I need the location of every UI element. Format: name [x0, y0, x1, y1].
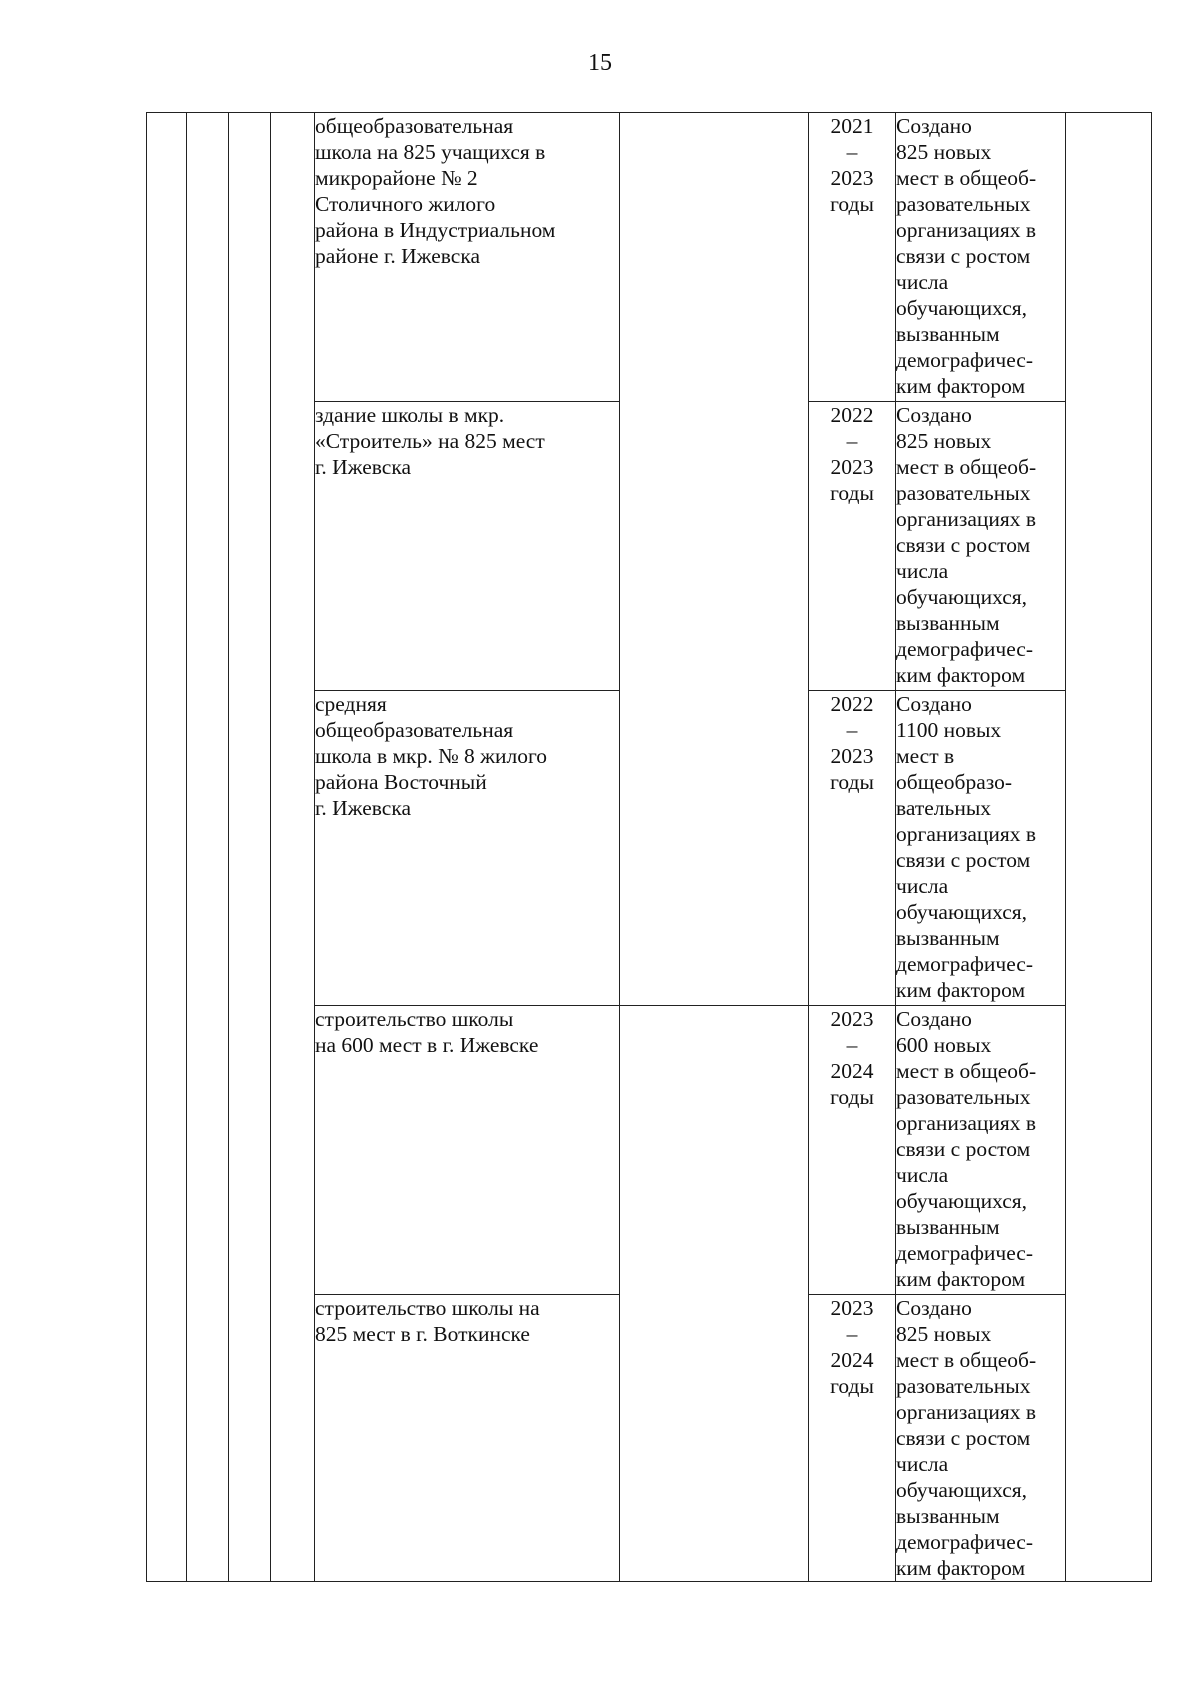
result-line: ким фактором [896, 1556, 1026, 1580]
result-line: организациях в [896, 218, 1037, 242]
result-line: мест в общеоб- [896, 166, 1037, 190]
result-line: связи с ростом [896, 244, 1031, 268]
result-line: связи с ростом [896, 848, 1031, 872]
object-name-line: строительство школы на [315, 1296, 540, 1320]
period-unit: годы [830, 192, 874, 216]
result-line: числа [896, 559, 949, 583]
result-line: 825 новых [896, 429, 992, 453]
object-name-line: школа в мкр. № 8 жилого [315, 744, 547, 768]
result-line: Создано [896, 1007, 972, 1031]
object-name-cell [315, 402, 620, 691]
result-line: демографичес- [896, 348, 1033, 372]
result-line: мест в [896, 744, 955, 768]
object-name-cell [315, 1006, 620, 1295]
result-line: Создано [896, 403, 972, 427]
period-unit: годы [830, 1374, 874, 1398]
period-cell [809, 1295, 896, 1582]
empty-column-2 [187, 113, 229, 1582]
period-end: 2023 [830, 455, 874, 479]
result-line: 1100 новых [896, 718, 1002, 742]
period-dash: – [846, 429, 858, 453]
result-line: обучающихся, [896, 296, 1028, 320]
program-table [146, 112, 1152, 1582]
object-name-line: 825 мест в г. Воткинске [315, 1322, 530, 1346]
period-start: 2021 [830, 114, 874, 138]
object-name-line: микрорайоне № 2 [315, 166, 478, 190]
result-line: числа [896, 874, 949, 898]
period-end: 2023 [830, 166, 874, 190]
result-line: разовательных [896, 481, 1031, 505]
result-line: Создано [896, 692, 972, 716]
result-line: вызванным [896, 1504, 1000, 1528]
result-line: Создано [896, 114, 972, 138]
result-line: разовательных [896, 192, 1031, 216]
period-start: 2023 [830, 1296, 874, 1320]
period-end: 2024 [830, 1348, 874, 1372]
object-name-line: г. Ижевска [315, 796, 412, 820]
object-name-line: района в Индустриальном [315, 218, 556, 242]
empty-column-last [1066, 113, 1152, 1582]
object-name-line: строительство школы [315, 1007, 514, 1031]
result-line: связи с ростом [896, 1426, 1031, 1450]
result-line: вызванным [896, 1215, 1000, 1239]
object-name-line: школа на 825 учащихся в [315, 140, 546, 164]
object-name-line: здание школы в мкр. [315, 403, 505, 427]
result-line: вызванным [896, 926, 1000, 950]
result-line: разовательных [896, 1374, 1031, 1398]
result-line: связи с ростом [896, 1137, 1031, 1161]
result-line: вызванным [896, 611, 1000, 635]
result-line: демографичес- [896, 637, 1033, 661]
result-line: числа [896, 270, 949, 294]
empty-merged-cell-upper [620, 113, 809, 1006]
result-line: мест в общеоб- [896, 1059, 1037, 1083]
result-line: ким фактором [896, 663, 1026, 687]
result-line: вызванным [896, 322, 1000, 346]
result-line: числа [896, 1452, 949, 1476]
period-dash: – [846, 1322, 858, 1346]
result-line: 600 новых [896, 1033, 992, 1057]
result-line: мест в общеоб- [896, 1348, 1037, 1372]
table-row [147, 113, 1152, 402]
result-line: организациях в [896, 822, 1037, 846]
result-line: обучающихся, [896, 1189, 1028, 1213]
object-name-line: на 600 мест в г. Ижевске [315, 1033, 539, 1057]
result-line: мест в общеоб- [896, 455, 1037, 479]
object-name-cell [315, 691, 620, 1006]
empty-merged-cell-lower [620, 1006, 809, 1582]
period-cell [809, 402, 896, 691]
object-name-line: Столичного жилого [315, 192, 496, 216]
period-unit: годы [830, 1085, 874, 1109]
period-dash: – [846, 1033, 858, 1057]
object-name-line: общеобразовательная [315, 114, 514, 138]
result-line: ким фактором [896, 374, 1026, 398]
result-line: обучающихся, [896, 900, 1028, 924]
result-line: Создано [896, 1296, 972, 1320]
period-cell [809, 113, 896, 402]
empty-column-3 [229, 113, 271, 1582]
object-name-line: «Строитель» на 825 мест [315, 429, 545, 453]
object-name-line: общеобразовательная [315, 718, 514, 742]
result-line: организациях в [896, 507, 1037, 531]
result-line: ким фактором [896, 978, 1026, 1002]
period-start: 2022 [830, 692, 874, 716]
result-cell [896, 1295, 1066, 1582]
period-cell [809, 691, 896, 1006]
period-dash: – [846, 140, 858, 164]
result-line: демографичес- [896, 1241, 1033, 1265]
result-line: организациях в [896, 1400, 1037, 1424]
period-start: 2023 [830, 1007, 874, 1031]
period-cell [809, 1006, 896, 1295]
object-name-cell [315, 113, 620, 402]
period-end: 2023 [830, 744, 874, 768]
result-line: связи с ростом [896, 533, 1031, 557]
object-name-line: г. Ижевска [315, 455, 412, 479]
period-end: 2024 [830, 1059, 874, 1083]
period-unit: годы [830, 770, 874, 794]
result-line: 825 новых [896, 140, 992, 164]
result-line: ким фактором [896, 1267, 1026, 1291]
result-cell [896, 113, 1066, 402]
result-line: числа [896, 1163, 949, 1187]
result-line: вательных [896, 796, 992, 820]
object-name-cell [315, 1295, 620, 1582]
empty-column-1 [147, 113, 187, 1582]
result-line: организациях в [896, 1111, 1037, 1135]
result-line: обучающихся, [896, 1478, 1028, 1502]
object-name-line: района Восточный [315, 770, 487, 794]
result-line: демографичес- [896, 1530, 1033, 1554]
result-cell [896, 1006, 1066, 1295]
result-line: общеобразо- [896, 770, 1013, 794]
object-name-line: средняя [315, 692, 387, 716]
result-cell [896, 402, 1066, 691]
result-line: 825 новых [896, 1322, 992, 1346]
period-unit: годы [830, 481, 874, 505]
result-line: обучающихся, [896, 585, 1028, 609]
period-start: 2022 [830, 403, 874, 427]
period-dash: – [846, 718, 858, 742]
result-cell [896, 691, 1066, 1006]
object-name-line: районе г. Ижевска [315, 244, 480, 268]
page-number: 15 [588, 50, 612, 76]
result-line: демографичес- [896, 952, 1033, 976]
result-line: разовательных [896, 1085, 1031, 1109]
empty-column-4 [271, 113, 315, 1582]
